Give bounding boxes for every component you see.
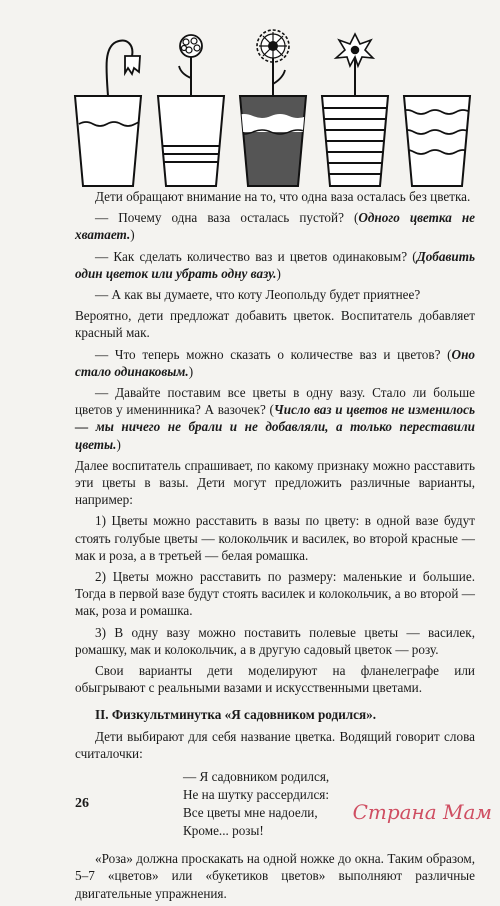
- paragraph: [75, 568, 475, 620]
- page-number: 26: [75, 796, 89, 811]
- italic-remark: Добавить один цветок или убрать одну вазу.: [75, 248, 475, 281]
- vases-illustration: [70, 28, 480, 198]
- paragraph: [75, 512, 475, 564]
- text-run: — Давайте поставим все цветы в одну вазу. Стало ли больше цветов у именинника? А вазочек? (: [75, 385, 475, 418]
- text-run: — А как вы думаете, что коту Леопольду будет приятнее?: [95, 287, 421, 303]
- text-run: 2) Цветы можно расставить по размеру: маленькие и большие. Тогда в первой вазе будут стоять василек и колокольчик, а во второй — мак, роза и ромашка.: [75, 569, 475, 619]
- paragraph: [75, 307, 475, 341]
- italic-remark: Число ваз и цветов не изменилось — мы ничего не брали и не добавляли, а только переставили цветы.: [75, 402, 475, 452]
- paragraph: [75, 209, 475, 243]
- paragraph: [75, 624, 475, 658]
- paragraph: [75, 346, 475, 380]
- poem-line: Все цветы мне надоели,: [183, 805, 318, 821]
- poem-line: Не на шутку рассердился:: [183, 787, 330, 803]
- vase-3: [235, 30, 310, 186]
- watermark: Страна Мам: [352, 800, 492, 824]
- text-run: Дети обращают внимание на то, что одна ваза осталась без цветка.: [95, 189, 471, 204]
- text-run: ): [188, 363, 194, 379]
- text-run: 1) Цветы можно расставить в вазы по цвету: в одной вазе будут стоять голубые цветы — колокольчик и василек, во второй красные — мак и роза, а в третьей — белая ромашка.: [75, 513, 475, 563]
- vase-1: [75, 41, 143, 186]
- text-run: — Почему одна ваза осталась пустой? (: [95, 210, 359, 226]
- text-run: 3) В одну вазу можно поставить полевые цветы — василек, ромашку, мак и колокольчик, а в другую садовый цветок — розу.: [75, 624, 475, 657]
- italic-remark: Оно стало одинаковым.: [75, 346, 475, 379]
- section-intro: Дети выбирают для себя название цветка. Водящий говорит слова считалочки:: [75, 728, 475, 761]
- cornflower-icon: [180, 35, 202, 57]
- text-run: — Что теперь можно сказать о количестве ваз и цветов? (: [95, 346, 452, 362]
- text-run: ): [276, 265, 281, 281]
- vase-4: [315, 34, 395, 186]
- paragraph: [75, 248, 475, 282]
- paragraph: [75, 384, 475, 453]
- poem-line: — Я садовником родился,: [183, 769, 330, 785]
- text-run: — Как сделать количество ваз и цветов одинаковым? (: [95, 248, 417, 264]
- section-closing: «Роза» должна проскакать на одной ножке до окна. Таким образом, 5–7 «цветов» или «букетиков цветов» выполняют различные двигательные упражнения.: [75, 851, 475, 901]
- paragraph: [75, 662, 475, 696]
- body-text: [75, 188, 475, 906]
- vase-2: [150, 35, 230, 186]
- text-run: ): [130, 227, 135, 243]
- paragraph: [75, 457, 475, 509]
- text-run: ): [116, 436, 121, 452]
- bellflower-icon: [125, 56, 140, 74]
- italic-remark: Одного цветка не хватает.: [75, 210, 475, 243]
- paragraph: [75, 188, 475, 205]
- text-run: Далее воспитатель спрашивает, по какому признаку можно расставить эти цветы в вазы. Дети могут предложить различные варианты, например:: [75, 457, 475, 508]
- paragraphs: [75, 188, 475, 696]
- poem-line: Кроме... розы!: [183, 823, 264, 839]
- paragraph: [75, 286, 475, 303]
- vase-5: [400, 96, 470, 186]
- section-heading: II. Физкультминутка «Я садовником родился».: [95, 707, 377, 723]
- text-run: Свои варианты дети моделируют на фланелеграфе или обыгрывают с реальными вазами и искусственными цветами.: [75, 663, 475, 696]
- daisy-icon: [257, 30, 289, 62]
- text-run: Вероятно, дети предложат добавить цветок. Воспитатель добавляет красный мак.: [75, 308, 475, 341]
